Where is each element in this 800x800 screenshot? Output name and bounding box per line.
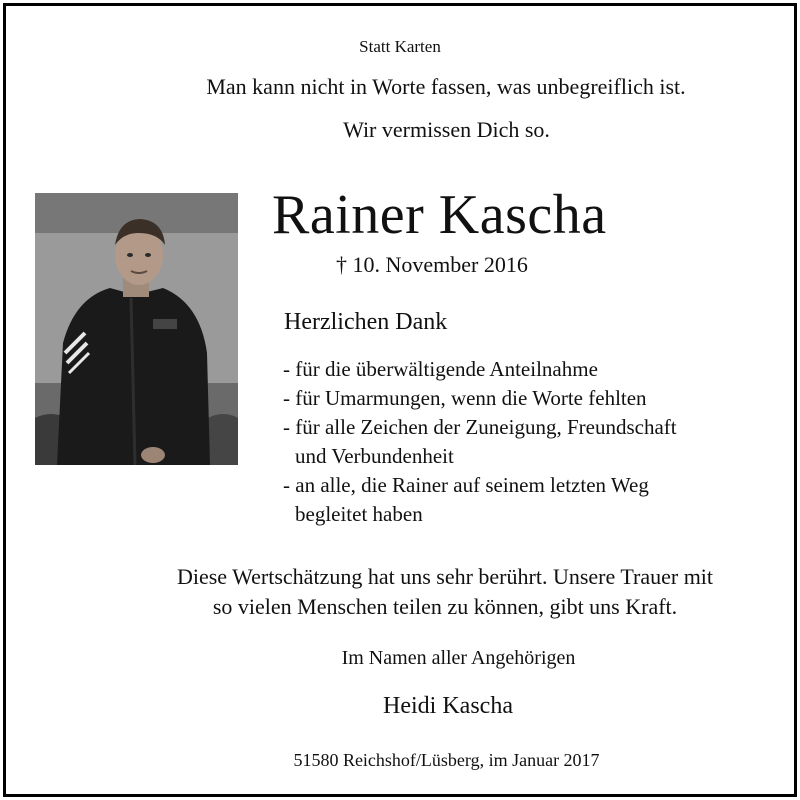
thanks-item-continuation: und Verbundenheit [295,444,454,468]
signatory-name: Heidi Kascha [383,693,513,719]
portrait-photo [35,193,238,465]
statt-karten-label: Statt Karten [359,37,441,56]
thanks-item: - für alle Zeichen der Zuneigung, Freundschaft [283,415,677,439]
thanks-title: Herzlichen Dank [284,309,448,335]
place-date: 51580 Reichshof/Lüsberg, im Januar 2017 [293,750,600,770]
thanks-item: - für die überwältigende Anteilnahme [283,357,598,381]
death-date: † 10. November 2016 [336,252,528,277]
deceased-name: Rainer Kascha [272,184,607,246]
family-signoff: Im Namen aller Angehörigen [341,647,576,669]
thanks-list [283,355,677,529]
motto-line-2: Wir vermissen Dich so. [343,117,550,142]
thanks-item-continuation: begleitet haben [295,502,423,526]
closing-line-1: Diese Wertschätzung hat uns sehr berührt. Unsere Trauer mit [176,564,714,589]
thanks-item: - an alle, die Rainer auf seinem letzten Weg [283,473,649,497]
closing-paragraph [0,562,800,622]
closing-line-2: so vielen Menschen teilen zu können, gibt uns Kraft. [212,594,678,619]
motto-line-1: Man kann nicht in Worte fassen, was unbegreiflich ist. [206,74,686,99]
thanks-item: - für Umarmungen, wenn die Worte fehlten [283,386,647,410]
